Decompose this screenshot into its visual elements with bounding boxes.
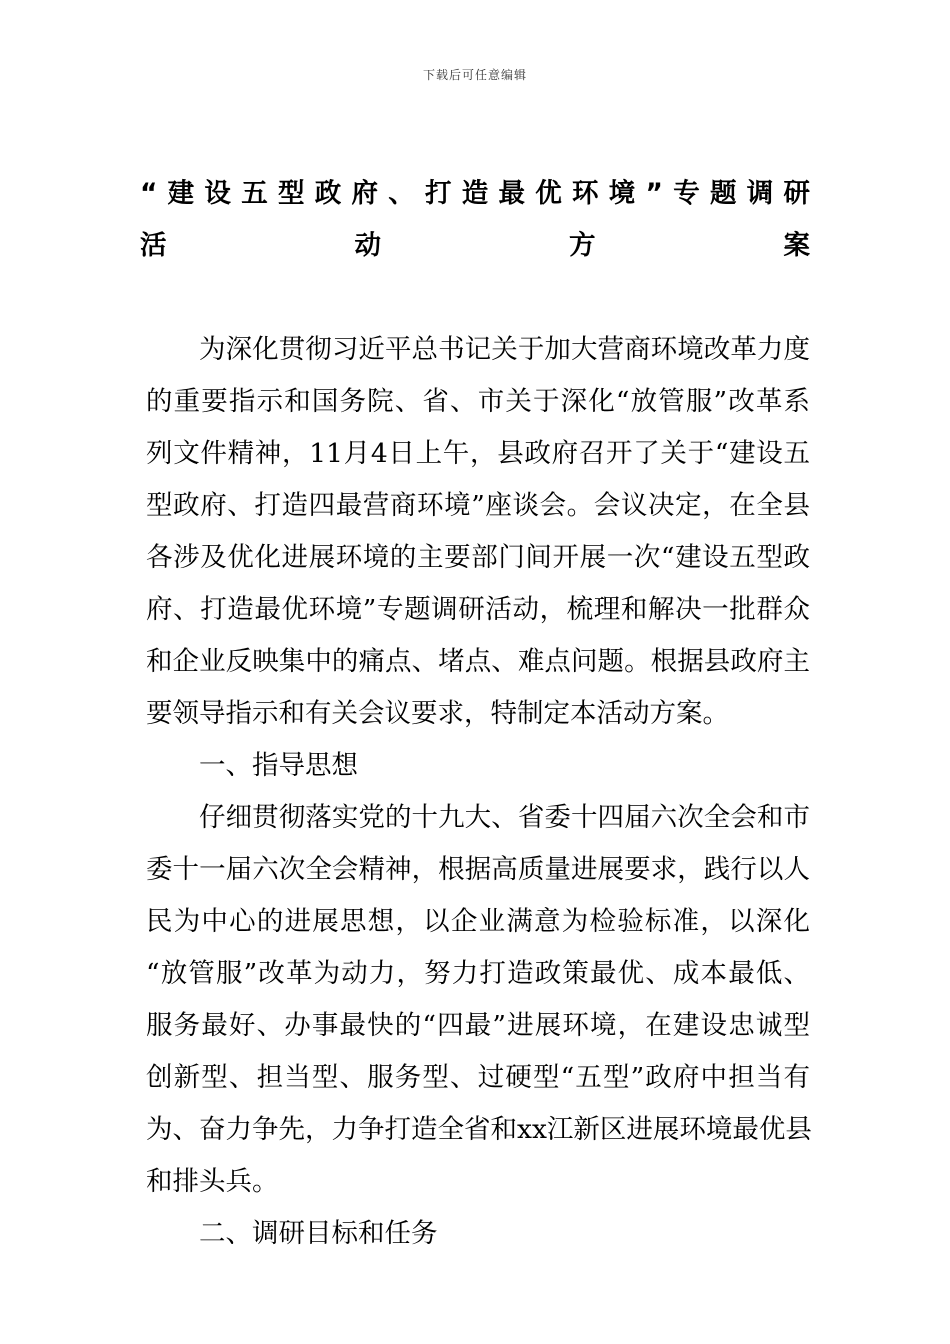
document-body bbox=[146, 324, 810, 1260]
section-heading-research-goals: 二、调研目标和任务 bbox=[199, 1218, 438, 1249]
paragraph-guiding-ideology bbox=[146, 792, 810, 1208]
paragraph-line: 府、打造最优环境”专题调研活动，梳理和解决一批群众 bbox=[146, 594, 810, 625]
paragraph-line: 为深化贯彻习近平总书记关于加大营商环境改革力度 bbox=[199, 334, 810, 365]
paragraph-line: 委十一届六次全会精神，根据高质量进展要求，践行以人 bbox=[146, 854, 810, 885]
title-line-1: “建设五型政府、打造最优环境”专题调研 bbox=[140, 178, 810, 209]
paragraph-line: 为、奋力争先，力争打造全省和xx江新区进展环境最优县 bbox=[146, 1114, 812, 1145]
title-line-2: 活动方案 bbox=[140, 230, 810, 261]
paragraph-line: 要领导指示和有关会议要求，特制定本活动方案。 bbox=[146, 698, 729, 729]
paragraph-line: 和排头兵。 bbox=[146, 1166, 279, 1197]
paragraph-line: 的重要指示和国务院、省、市关于深化“放管服”改革系 bbox=[146, 386, 810, 417]
paragraph-line: 民为中心的进展思想，以企业满意为检验标准，以深化 bbox=[146, 906, 810, 937]
paragraph-line: 型政府、打造四最营商环境”座谈会。会议决定，在全县 bbox=[146, 490, 810, 521]
paragraph-intro bbox=[146, 324, 810, 740]
paragraph-line: “放管服”改革为动力，努力打造政策最优、成本最低、 bbox=[146, 958, 810, 989]
paragraph-line: 服务最好、办事最快的“四最”进展环境，在建设忠诚型 bbox=[146, 1010, 810, 1041]
section-heading-guiding-ideology: 一、指导思想 bbox=[199, 750, 358, 781]
paragraph-line: 和企业反映集中的痛点、堵点、难点问题。根据县政府主 bbox=[146, 646, 810, 677]
paragraph-line: 仔细贯彻落实党的十九大、省委十四届六次全会和市 bbox=[199, 802, 810, 833]
paragraph-line: 各涉及优化进展环境的主要部门间开展一次“建设五型政 bbox=[146, 542, 810, 573]
document-title bbox=[140, 168, 810, 272]
page-header-note: 下载后可任意编辑 bbox=[422, 68, 527, 82]
paragraph-line: 创新型、担当型、服务型、过硬型“五型”政府中担当有 bbox=[146, 1062, 810, 1093]
paragraph-line: 列文件精神，11月4日上午，县政府召开了关于“建设五 bbox=[146, 438, 810, 469]
